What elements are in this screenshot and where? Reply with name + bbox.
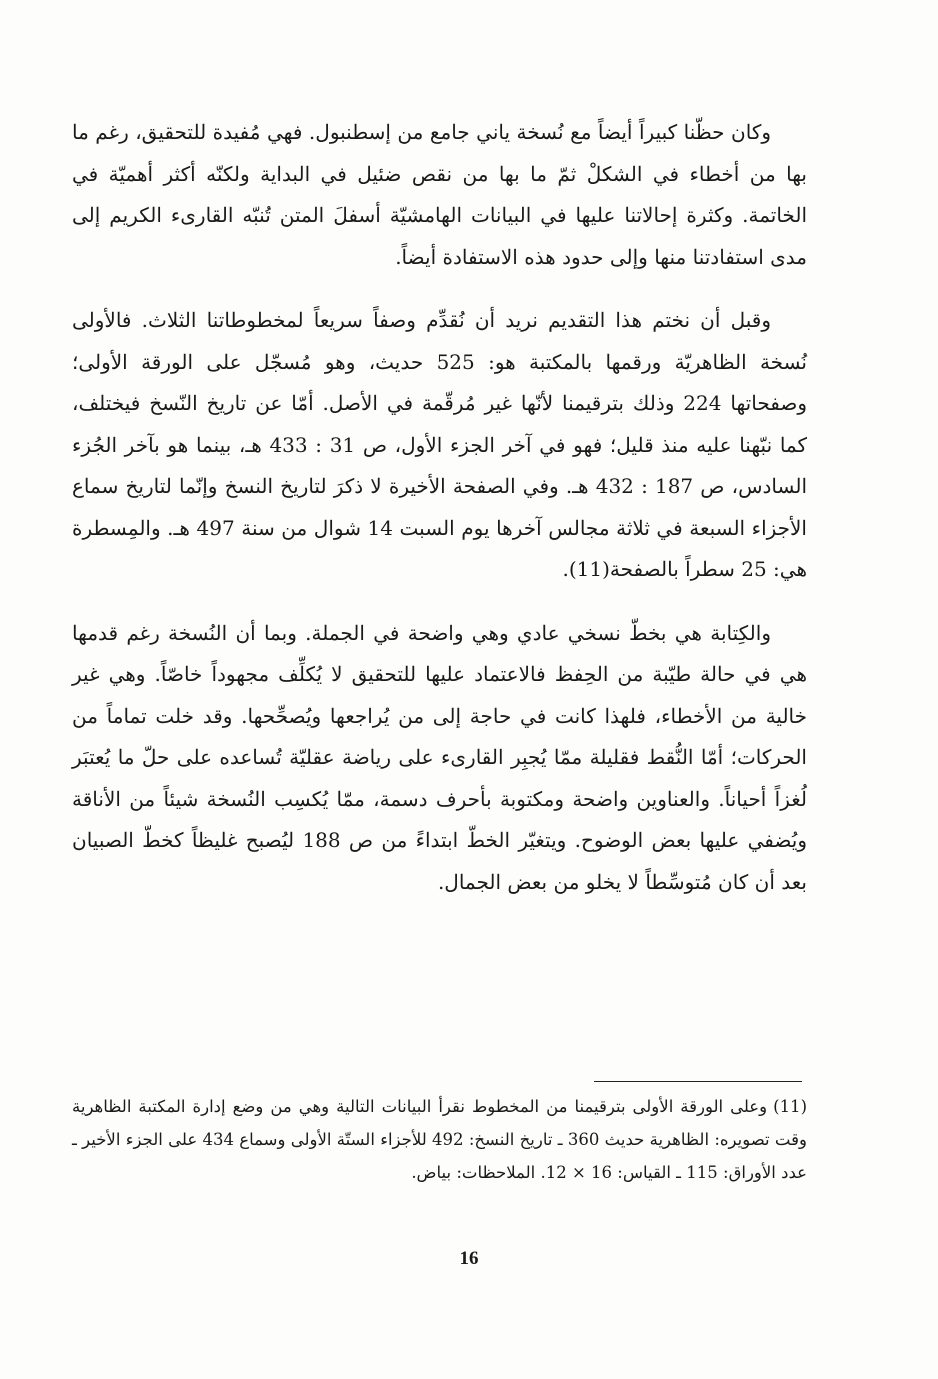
paragraph-3: والكِتابة هي بخطّ نسخي عادي وهي واضحة في الجملة. وبما أن النُسخة رغم قدمها هي في حالة طيّبة من الحِفظ فالاعتماد عليها للتحقيق لا يُكلِّف مجهوداً خاصّاً. وهي غير خالية من الأخطاء، فلهذا كانت في حاجة إلى من يُراجعها ويُصحِّحها. وقد خلت تماماً من الحركات؛ أمّا النُّقط فقليلة ممّا يُجبِر القارىء على رياضة عقليّة تُساعده على حلّ ما يُعتبَر لُغزاً أحياناً. والعناوين واضحة ومكتوبة بأحرف دسمة، ممّا يُكسِب النُسخة شيئاً من الأناقة ويُضفي عليها بعض الوضوح. ويتغيّر الخطّ ابتداءً من ص 188 ليُصبح غليظاً كخطّ الصبيان بعد أن كان مُتوسِّطاً لا يخلو من بعض الجمال.	[72, 620, 807, 894]
paragraph-2: وقبل أن نختم هذا التقديم نريد أن نُقدِّم وصفاً سريعاً لمخطوطاتنا الثلاث. فالأولى نُسخة الظاهريّة ورقمها بالمكتبة هو: 525 حديث، وهو مُسجّل على الورقة الأولى؛ وصفحاتها 224 وذلك بترقيمنا لأنّها غير مُرقّمة في الأصل. أمّا عن تاريخ النّسخ فيختلف، كما نبّهنا عليه منذ قليل؛ فهو في آخر الجزء الأول، ص 31 : 433 هـ، بينما هو بآخر الجُزء السادس، ص 187 : 432 هـ. وفي الصفحة الأخيرة لا ذكرَ لتاريخ النسخ وإنّما لتاريخ سماع الأجزاء السبعة في ثلاثة مجالس آخرها يوم السبت 14 شوال من سنة 497 هـ. والمِسطرة هي: 25 سطراً بالصفحة(11).	[72, 308, 807, 581]
page-number: 16	[459, 1248, 479, 1269]
body-text	[72, 112, 807, 903]
footnote-text: وعلى الورقة الأولى بترقيمنا من المخطوط نقرأ البيانات التالية وهي من وضع إدارة المكتبة الظاهرية وقت تصويره: الظاهرية حديث 360 ـ تاريخ النسخ: 492 للأجزاء الستّة الأولى وسماع 434 على الجزء الأخير ـ عدد الأوراق: 115 ـ القياس: 16 × 12. الملاحظات: بياض.	[72, 1097, 807, 1182]
footnote-11	[72, 1090, 807, 1189]
footnote-divider	[594, 1081, 802, 1082]
paragraph-1: وكان حظّنا كبيراً أيضاً مع نُسخة ياني جامع من إسطنبول. فهي مُفيدة للتحقيق، رغم ما بها من أخطاء في الشكلْ ثمّ ما بها من نقص ضئيل في البداية ولكنّه أكثر أهميّة في الخاتمة. وكثرة إحالاتنا عليها في البيانات الهامشيّة أسفلَ المتن تُنبّه القارىء الكريم إلى مدى استفادتنا منها وإلى حدود هذه الاستفادة أيضاً.	[72, 120, 807, 269]
footnote-marker: (11)	[773, 1097, 807, 1116]
footnotes	[72, 1090, 807, 1189]
